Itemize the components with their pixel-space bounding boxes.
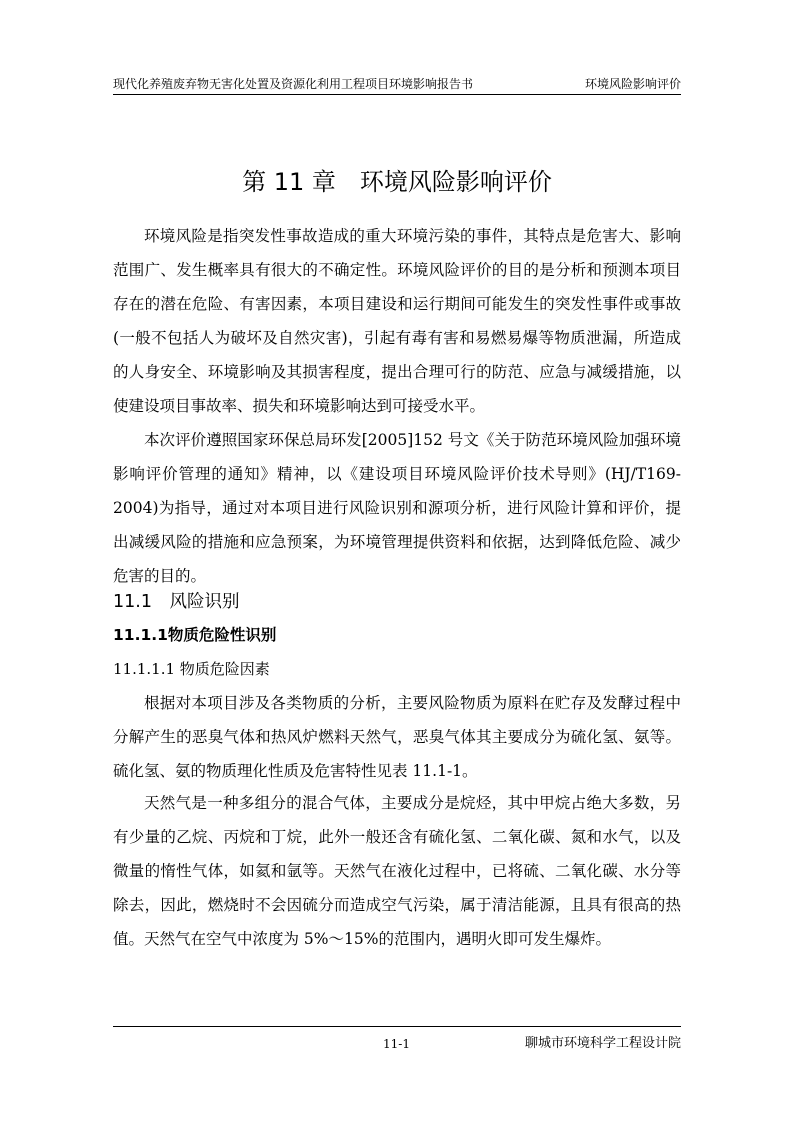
footer-organization: 聊城市环境科学工程设计院 bbox=[524, 1036, 681, 1051]
intro-paragraph: 环境风险是指突发性事故造成的重大环境污染的事件，其特点是危害大、影响范围广、发生概率具有很大的不确定性。环境风险评价的目的是分析和预测本项目存在的潜在危险、有害因素，本项目建设和运行期间可能发生的突发性事件或事故(一般不包括人为破坏及自然灾害)，引起有毒有害和易燃易爆等物质泄漏，所造成的人身安全、环境影响及其损害程度，提出合理可行的防范、应急与减缓措施，以使建设项目事故率、损失和环境影响达到可接受水平。 bbox=[113, 227, 681, 415]
natural-gas-paragraph: 天然气是一种多组分的混合气体，主要成分是烷烃，其中甲烷占绝大多数，另有少量的乙烷、丙烷和丁烷，此外一般还含有硫化氢、二氧化碳、氮和水气，以及微量的惰性气体，如氦和氩等。天然气在液化过程中，已将硫、二氧化碳、水分等除去，因此，燃烧时不会因硫分而造成空气污染，属于清洁能源，且具有很高的热值。天然气在空气中浓度为 5%～15%的范围内，遇明火即可发生爆炸。 bbox=[113, 794, 681, 948]
footer-divider bbox=[113, 1026, 681, 1027]
header-document-title: 现代化养殖废弃物无害化处置及资源化利用工程项目环境影响报告书 bbox=[113, 77, 474, 91]
page-header bbox=[113, 74, 681, 95]
section-title: 11.1 风险识别 bbox=[113, 592, 240, 612]
chapter-title: 第 11 章 环境风险影响评价 bbox=[242, 168, 552, 197]
subsubsection-title: 11.1.1.1 物质危险因素 bbox=[113, 660, 270, 678]
basis-paragraph: 本次评价遵照国家环保总局环发[2005]152 号文《关于防范环境风险加强环境影响评价管理的通知》精神，以《建设项目环境风险评价技术导则》(HJ/T169-2004)为指导，通过对本项目进行风险识别和源项分析，进行风险计算和评价，提出减缓风险的措施和应急预案，为环境管理提供资料和依据，达到降低危险、减少危害的目的。 bbox=[113, 431, 681, 585]
header-chapter-name: 环境风险影响评价 bbox=[584, 77, 681, 91]
subsection-title: 11.1.1物质危险性识别 bbox=[113, 626, 277, 644]
page-number: 11-1 bbox=[383, 1037, 410, 1051]
risk-substance-paragraph: 根据对本项目涉及各类物质的分析，主要风险物质为原料在贮存及发酵过程中分解产生的恶臭气体和热风炉燃料天然气，恶臭气体其主要成分为硫化氢、氨等。硫化氢、氨的物质理化性质及危害特性见表 11.1-1。 bbox=[113, 694, 681, 780]
